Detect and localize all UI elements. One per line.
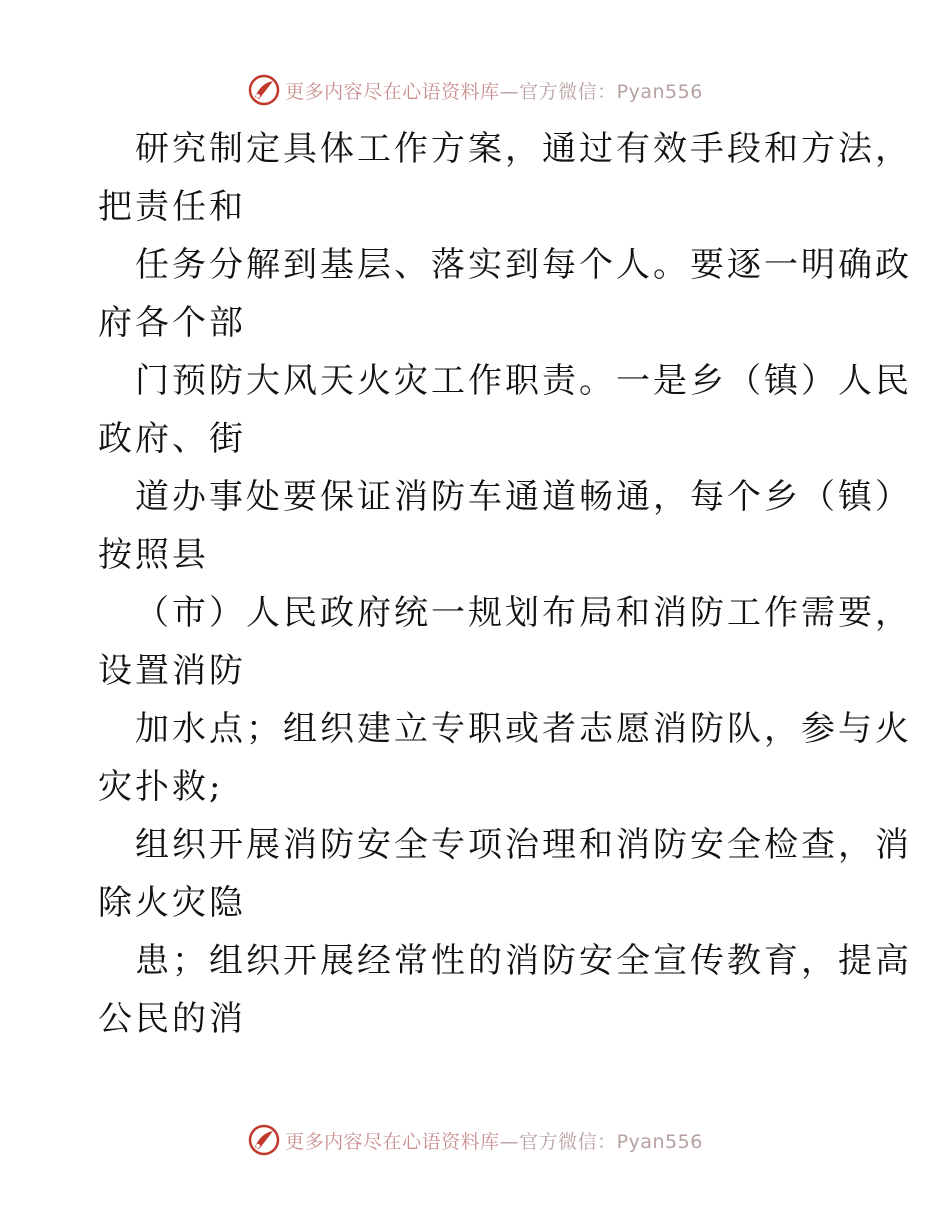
pen-logo-icon [247,1123,281,1157]
paragraph-line: 研究制定具体工作方案，通过有效手段和方法， [135,129,912,169]
watermark-text: 更多内容尽在心语资料库—官方微信：Pyan556 [285,80,703,103]
paragraph-line: 灾扑救; [98,767,224,807]
paragraph-line: 府各个部 [98,303,246,343]
watermark-text: 更多内容尽在心语资料库—官方微信：Pyan556 [285,1130,703,1153]
paragraph-line: 把责任和 [98,187,246,227]
paragraph [98,816,912,932]
paragraph [98,700,912,816]
paragraph-line: （市）人民政府统一规划布局和消防工作需要， [135,593,912,633]
paragraph-line: 除火灾隐 [98,883,246,923]
paragraph-line: 加水点；组织建立专职或者志愿消防队，参与火 [135,709,912,749]
header-watermark [0,70,950,110]
paragraph-line: 任务分解到基层、落实到每个人。要逐一明确政 [135,245,912,285]
paragraph [98,352,912,468]
paragraph [98,468,912,584]
paragraph-line: 道办事处要保证消防车通道畅通，每个乡（镇） [135,477,912,517]
paragraph-line: 按照县 [98,535,209,575]
paragraph [98,236,912,352]
paragraph-line: 政府、街 [98,419,246,459]
paragraph [98,932,912,1048]
pen-logo-icon [247,73,281,107]
paragraph-line: 公民的消 [98,999,246,1039]
footer-watermark [0,1120,950,1160]
paragraph-line: 组织开展消防安全专项治理和消防安全检查，消 [135,825,912,865]
paragraph [98,584,912,700]
paragraph-line: 门预防大风天火灾工作职责。一是乡（镇）人民 [135,361,912,401]
paragraph [98,120,912,236]
document-body [98,120,912,1048]
paragraph-line: 患；组织开展经常性的消防安全宣传教育，提高 [135,941,912,981]
paragraph-line: 设置消防 [98,651,246,691]
